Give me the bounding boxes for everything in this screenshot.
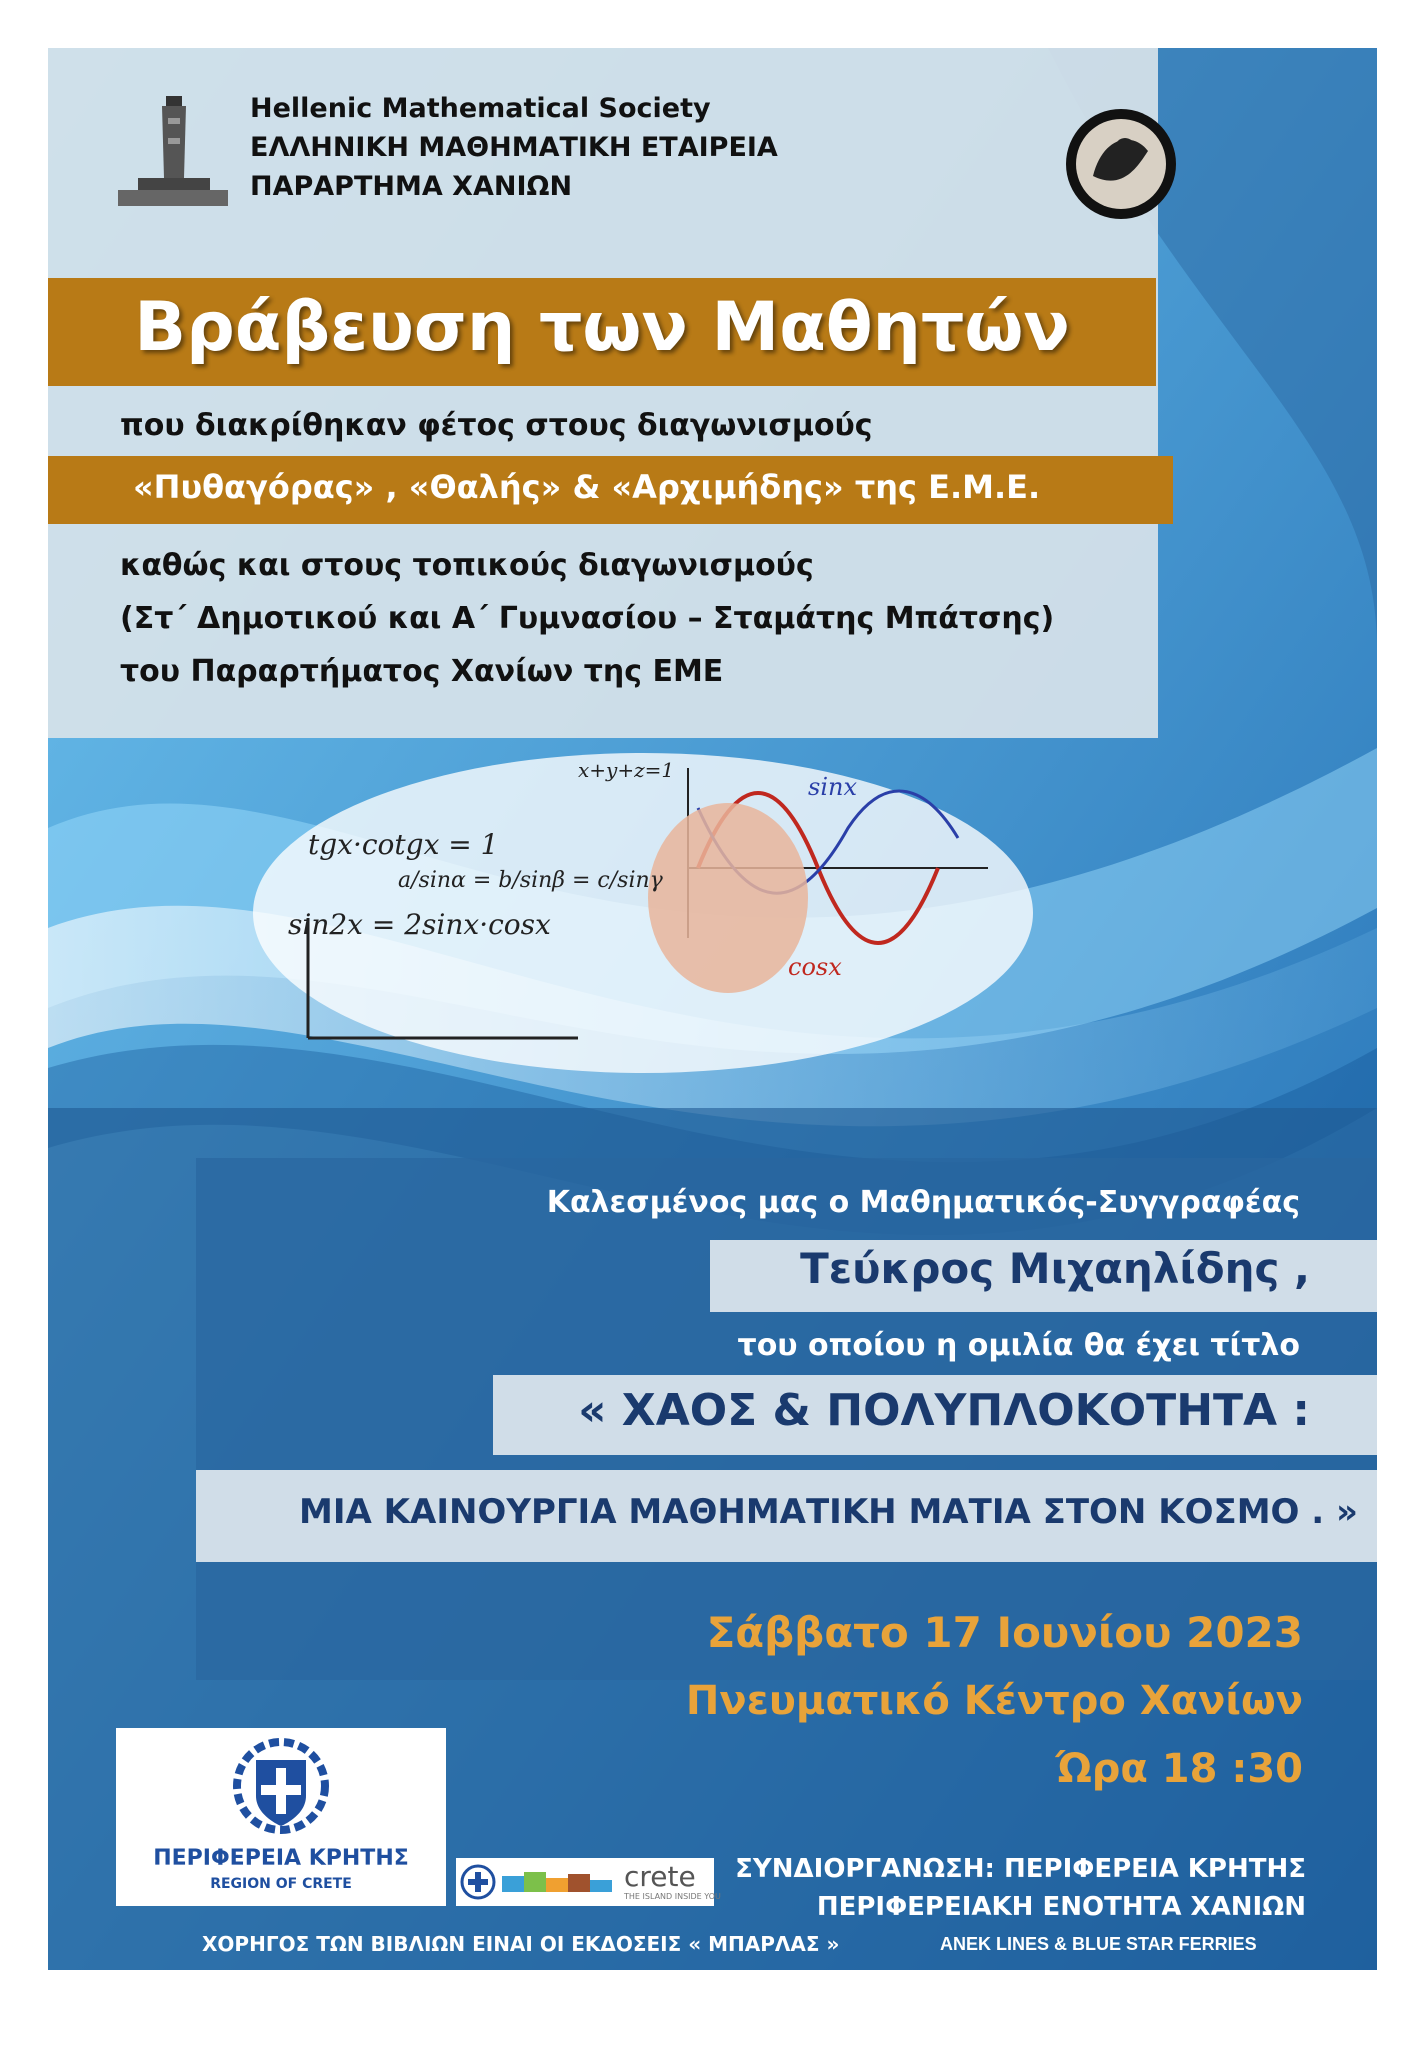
org-name-en: Hellenic Mathematical Society <box>250 93 711 124</box>
footer-ferries: ANEK LINES & BLUE STAR FERRIES <box>940 1934 1257 1954</box>
event-time: Ώρα 18 :30 <box>1055 1746 1303 1792</box>
lighthouse-logo-icon <box>118 88 228 213</box>
footer-sponsor: ΧΟΡΗΓΟΣ ΤΩΝ ΒΙΒΛΙΩΝ ΕΙΝΑΙ ΟΙ ΕΚΔΟΣΕΙΣ « ΜΠΑΡΛΑΣ » <box>202 1932 840 1956</box>
formula-cosx: cosx <box>788 953 842 981</box>
org-name-gr: ΕΛΛΗΝΙΚΗ ΜΑΘΗΜΑΤΙΚΗ ΕΤΑΙΡΕΙΑ <box>250 132 778 163</box>
event-venue: Πνευματικό Κέντρο Χανίων <box>685 1678 1303 1724</box>
region-gr: ΠΕΡΙΦΕΡΕΙΑ ΚΡΗΤΗΣ <box>153 1846 409 1871</box>
main-title: Βράβευση των Μαθητών <box>134 288 1070 367</box>
talk-intro: του οποίου η ομιλία θα έχει τίτλο <box>737 1328 1300 1363</box>
math-illustration <box>248 748 1038 1078</box>
talk-title-line-1: « ΧΑΟΣ & ΠΟΛΥΠΛΟΚΟΤΗΤΑ : <box>578 1385 1310 1436</box>
formula-tan-cot: tgx·cotgx = 1 <box>308 828 499 861</box>
region-en: REGION OF CRETE <box>210 1876 352 1892</box>
formula-sinx: sinx <box>808 773 857 801</box>
branch-name: ΠΑΡΑΡΤΗΜΑ ΧΑΝΙΩΝ <box>250 171 573 202</box>
crete-wordmark: crete <box>624 1860 696 1893</box>
competitions: «Πυθαγόρας» , «Θαλής» & «Αρχιμήδης» της Ε.Μ.Ε. <box>133 468 1041 506</box>
formula-xyz: x+y+z=1 <box>578 758 675 782</box>
greek-emblem-icon <box>231 1738 331 1834</box>
organizers-line-1: ΣΥΝΔΙΟΡΓΑΝΩΣΗ: ΠΕΡΙΦΕΡΕΙΑ ΚΡΗΤΗΣ <box>735 1854 1306 1884</box>
event-date: Σάββατο 17 Ιουνίου 2023 <box>706 1608 1303 1657</box>
subtitle-1: που διακρίθηκαν φέτος στους διαγωνισμούς <box>120 408 873 443</box>
crete-tagline: THE ISLAND INSIDE YOU <box>624 1892 721 1901</box>
subtitle-3: (Στ΄ Δημοτικού και Α΄ Γυμνασίου – Σταμάτης Μπάτσης) <box>120 601 1055 636</box>
talk-title-line-2: ΜΙΑ ΚΑΙΝΟΥΡΓΙΑ ΜΑΘΗΜΑΤΙΚΗ ΜΑΤΙΑ ΣΤΟΝ ΚΟΣΜΟ . » <box>299 1492 1358 1532</box>
subtitle-2: καθώς και στους τοπικούς διαγωνισμούς <box>120 548 814 583</box>
speaker-name: Τεύκρος Μιχαηλίδης , <box>800 1244 1310 1293</box>
formula-sin2x: sin2x = 2sinx·cosx <box>288 908 551 941</box>
subtitle-4: του Παραρτήματος Χανίων της ΕΜΕ <box>120 654 724 689</box>
organizers-line-2: ΠΕΡΙΦΕΡΕΙΑΚΗ ΕΝΟΤΗΤΑ ΧΑΝΙΩΝ <box>816 1892 1306 1922</box>
invite-intro: Καλεσμένος μας ο Μαθηματικός-Συγγραφέας <box>546 1185 1300 1220</box>
poster <box>48 48 1377 1970</box>
coin-logo-icon <box>1063 106 1179 222</box>
formula-sine-law: a/sinα = b/sinβ = c/sinγ <box>398 868 663 893</box>
